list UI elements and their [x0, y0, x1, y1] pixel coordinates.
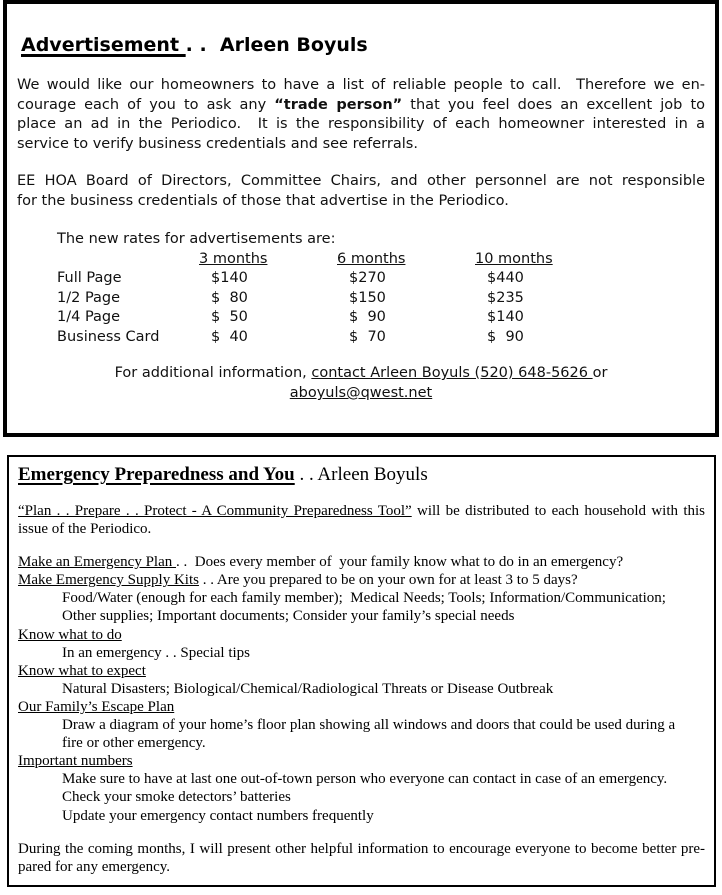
text-segment: Food/Water (enough for each family member); Medical Needs; Tools; Information/Communication; [62, 590, 666, 607]
blank-line [18, 825, 705, 840]
emergency-title [18, 463, 705, 487]
text-segment: Natural Disasters; Biological/Chemical/Radiological Threats or Disease Outbreak [62, 680, 554, 697]
text-line [18, 644, 705, 662]
rates-column-header [475, 250, 613, 270]
text-segment: Make sure to have at last one out-of-town person who everyone can contact in case of an emergency. [62, 771, 668, 788]
rates-value: $ 70 [349, 328, 386, 345]
text-segment: . . Arleen Boyuls [294, 464, 428, 485]
text-segment: . . Arleen Boyuls [185, 34, 368, 56]
text-line [18, 502, 705, 520]
rates-header-row [17, 250, 705, 270]
underlined-text: aboyuls@qwest.net [289, 385, 433, 401]
text-segment: for the business credentials of those that advertise in the Periodico. [17, 192, 509, 209]
text-segment: that you feel does an excellent job to [402, 96, 706, 113]
rates-value: $ 90 [349, 309, 386, 325]
rates-value: $150 [349, 289, 386, 306]
text-segment: issue of the Periodico. [18, 521, 152, 538]
text-line [18, 662, 705, 680]
rates-value: $ 80 [211, 289, 248, 306]
rates-value: $440 [487, 270, 524, 286]
text-line [18, 770, 705, 788]
contact-info [17, 363, 705, 403]
blank-line [18, 538, 705, 553]
text-segment: service to verify business credentials and see referrals. [17, 135, 418, 152]
rates-row [17, 289, 705, 309]
underlined-text: Advertisement [21, 34, 186, 56]
text-line [18, 752, 705, 770]
rates-row-label: Business Card [57, 328, 160, 345]
underlined-text: Know what to do [18, 626, 122, 643]
emergency-section [7, 455, 716, 887]
text-line [18, 807, 705, 825]
rates-row [17, 328, 705, 348]
text-segment: courage each of you to ask any [17, 96, 275, 113]
rates-row-label: 1/4 Page [57, 309, 121, 325]
text-line [18, 571, 705, 589]
text-line [17, 96, 705, 116]
underlined-text: Make an Emergency Plan [18, 554, 177, 571]
text-segment: In an emergency . . Special tips [62, 644, 250, 661]
rates-value: $ 90 [487, 328, 524, 345]
text-segment: Other supplies; Important documents; Consider your family’s special needs [62, 608, 515, 625]
text-line [18, 788, 705, 806]
rates-intro: The new rates for advertisements are: [57, 231, 336, 247]
text-segment: Check your smoke detectors’ batteries [62, 789, 291, 806]
advertisement-paragraph-1 [17, 76, 705, 154]
text-line [17, 172, 705, 192]
underlined-text: Know what to expect [18, 662, 146, 679]
rates-column-header-label: 10 months [475, 250, 553, 267]
rates-value: $140 [211, 270, 248, 286]
text-segment: pared for any emergency. [18, 858, 171, 875]
text-segment: . . Are you prepared to be on your own for at least 3 to 5 days? [198, 572, 578, 589]
rates-column-header-label: 6 months [337, 250, 406, 267]
text-segment: During the coming months, I will present other helpful information to encourage everyone to become better pre- [18, 840, 705, 857]
text-line [18, 698, 705, 716]
text-segment: We would like our homeowners to have a list of reliable people to call. Therefore we en- [17, 77, 705, 93]
rates-row [17, 308, 705, 328]
rates-value: $ 40 [211, 328, 248, 345]
underlined-text: Important numbers [18, 753, 133, 770]
rates-column-header [337, 250, 475, 270]
underlined-text: contact Arleen Boyuls (520) 648-5626 [311, 365, 593, 381]
contact-line [17, 363, 705, 383]
underlined-text: “Plan . . Prepare . . Protect - A Community Preparedness Tool” [18, 503, 412, 519]
text-segment: Draw a diagram of your home’s floor plan showing all windows and doors that could be used during a [62, 717, 676, 734]
text-line [17, 135, 705, 155]
advertisement-section [3, 0, 719, 437]
text-segment: place an ad in the Periodico. It is the responsibility of each homeowner interested in a [17, 116, 705, 132]
advertisement-paragraph-2 [17, 172, 705, 211]
rates-value: $140 [487, 309, 524, 325]
rates-row [17, 269, 705, 289]
text-line [18, 520, 705, 538]
text-segment: For additional information, [114, 365, 312, 381]
text-line [18, 734, 705, 752]
text-segment: . . Does every member of your family know what to do in an emergency? [176, 554, 624, 571]
underlined-text: Make Emergency Supply Kits [18, 572, 199, 589]
text-line [17, 192, 705, 212]
text-segment: will be distributed to each household with this [411, 503, 705, 519]
text-segment: or [592, 365, 608, 381]
emergency-body [18, 487, 705, 876]
text-line [18, 607, 705, 625]
text-segment: EE HOA Board of Directors, Committee Chairs, and other personnel are not responsible [17, 173, 705, 189]
text-line [18, 716, 705, 734]
rates-header-spacer [57, 250, 199, 270]
rates-column-header-label: 3 months [199, 250, 268, 267]
underlined-text: Our Family’s Escape Plan [18, 698, 175, 715]
text-line [18, 858, 705, 876]
text-line [18, 680, 705, 698]
contact-line [17, 383, 705, 403]
text-line [18, 553, 705, 571]
rates-row-label: Full Page [57, 270, 122, 286]
text-segment: Update your emergency contact numbers frequently [62, 807, 374, 824]
text-segment: fire or other emergency. [62, 735, 206, 752]
text-segment: “trade person” [274, 96, 403, 113]
rates-table [17, 250, 705, 348]
text-line [18, 840, 705, 858]
text-line [18, 626, 705, 644]
rates-value: $ 50 [211, 309, 248, 325]
underlined-text: Emergency Preparedness and You [18, 464, 295, 485]
rates-value: $235 [487, 289, 524, 306]
text-line [17, 115, 705, 135]
rates-column-header [199, 250, 337, 270]
text-line [18, 589, 705, 607]
text-line [17, 76, 705, 96]
rates-row-label: 1/2 Page [57, 289, 121, 306]
blank-line [18, 487, 705, 502]
rates-value: $270 [349, 270, 386, 286]
advertisement-title [21, 32, 705, 58]
